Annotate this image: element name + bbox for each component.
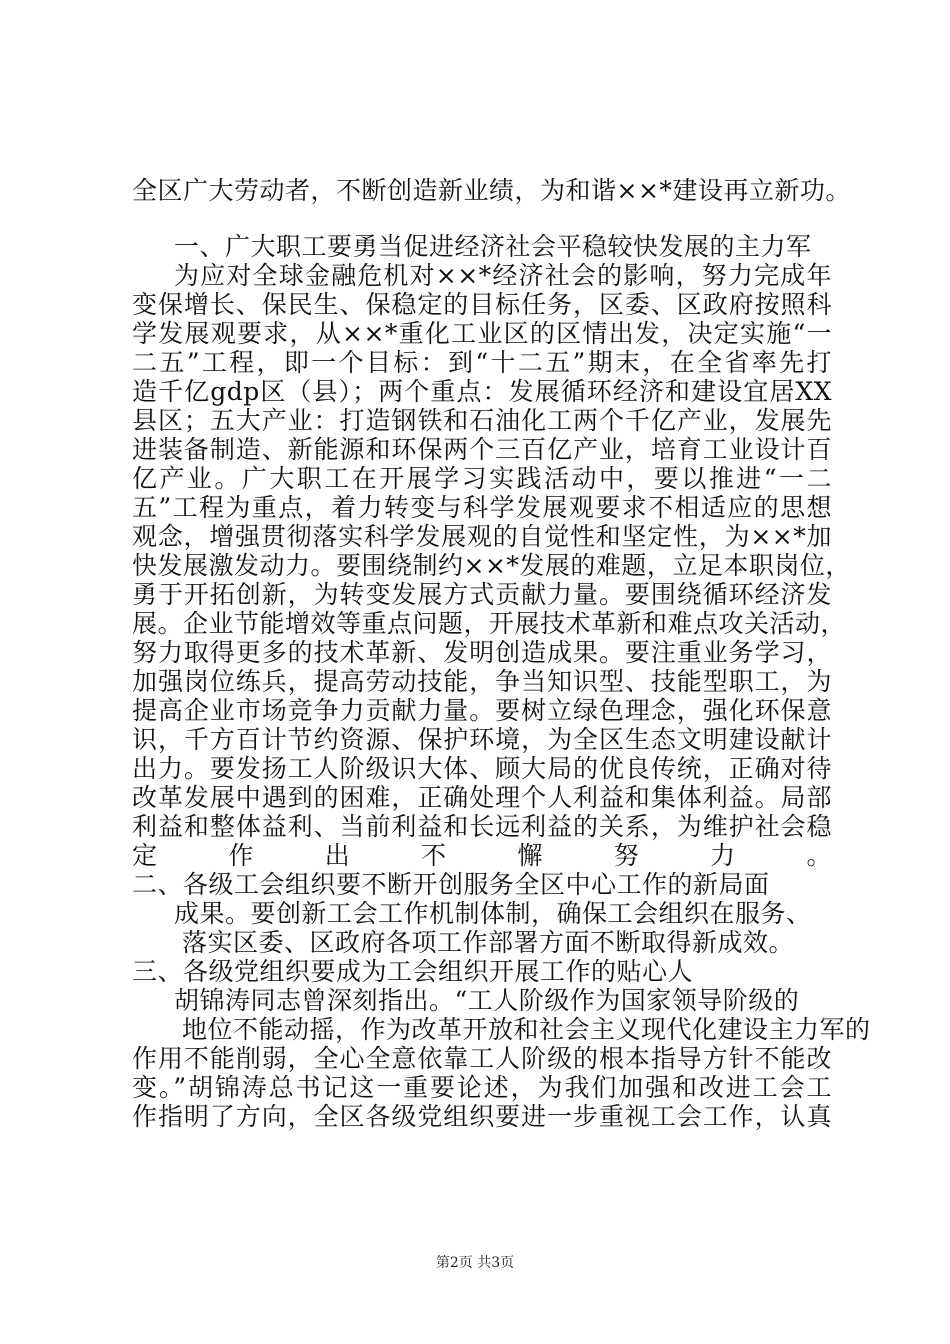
text-line: 县区；五大产业：打造钢铁和石油化工两个千亿产业，发展先 (132, 406, 832, 435)
paragraph-closing (132, 176, 851, 205)
text-line: 造千亿gdp区（县）；两个重点：发展循环经济和建设宜居XX (132, 377, 832, 406)
page-number: 第2页 共3页 (435, 1255, 515, 1271)
text-line: 落实区委、区政府各项工作部署方面不断取得新成效。 (182, 928, 795, 957)
text-line: 二、各级工会组织要不断开创服务全区中心工作的新局面 (132, 870, 770, 899)
text-line: 加强岗位练兵，提高劳动技能，争当知识型、技能型职工，为 (132, 667, 832, 696)
section-one (132, 232, 871, 1131)
text-line: 利益和整体益利、当前利益和长远利益的关系，为维护社会稳 (132, 812, 832, 841)
text-line: 二五”工程，即一个目标：到“十二五”期末，在全省率先打 (132, 348, 832, 377)
text-line: 提高企业市场竞争力贡献力量。要树立绿色理念，强化环保意 (132, 696, 832, 725)
section-heading-one: 一、广大职工要勇当促进经济社会平稳较快发展的主力军 (174, 232, 812, 261)
text-line: 观念，增强贯彻落实科学发展观的自觉性和坚定性，为××*加 (132, 522, 832, 551)
text-line: 定作出不懈努力。 (132, 841, 832, 870)
text-line: 改革发展中遇到的困难，正确处理个人利益和集体利益。局部 (132, 783, 832, 812)
text-line: 全区广大劳动者，不断创造新业绩，为和谐××*建设再立新功。 (132, 176, 851, 205)
text-line: 作用不能削弱，全心全意依靠工人阶级的根本指导方针不能改 (132, 1044, 832, 1073)
text-line: 变。”胡锦涛总书记这一重要论述，为我们加强和改进工会工 (132, 1073, 832, 1102)
text-line: 快发展激发动力。要围绕制约××*发展的难题，立足本职岗位， (132, 551, 851, 580)
section-heading-three: 胡锦涛同志曾深刻指出。“工人阶级作为国家领导阶级的 (174, 986, 800, 1015)
text-line: 变保增长、保民生、保稳定的目标任务，区委、区政府按照科 (132, 290, 832, 319)
text-line: 地位不能动摇，作为改革开放和社会主义现代化建设主力军的 (182, 1015, 871, 1044)
text-line: 出力。要发扬工人阶级识大体、顾大局的优良传统，正确对待 (132, 754, 832, 783)
text-line: 学发展观要求，从××*重化工业区的区情出发，决定实施“一 (132, 319, 832, 348)
text-line: 五”工程为重点，着力转变与科学发展观要求不相适应的思想 (132, 493, 832, 522)
text-line: 三、各级党组织要成为工会组织开展工作的贴心人 (132, 957, 694, 986)
text-line: 作指明了方向，全区各级党组织要进一步重视工会工作，认真 (132, 1102, 832, 1131)
text-line: 勇于开拓创新，为转变发展方式贡献力量。要围绕循环经济发 (132, 580, 832, 609)
section-heading-two: 成果。要创新工会工作机制体制，确保工会组织在服务、 (174, 899, 812, 928)
text-line: 努力取得更多的技术革新、发明创造成果。要注重业务学习， (132, 638, 832, 667)
text-line: 展。企业节能增效等重点问题，开展技术革新和难点攻关活动， (132, 609, 847, 638)
text-line: 为应对全球金融危机对××*经济社会的影响，努力完成年 (174, 261, 832, 290)
text-line: 进装备制造、新能源和环保两个三百亿产业，培育工业设计百 (132, 435, 832, 464)
text-line: 识，千方百计节约资源、保护环境，为全区生态文明建设献计 (132, 725, 832, 754)
text-line: 亿产业。广大职工在开展学习实践活动中，要以推进“一二 (132, 464, 832, 493)
